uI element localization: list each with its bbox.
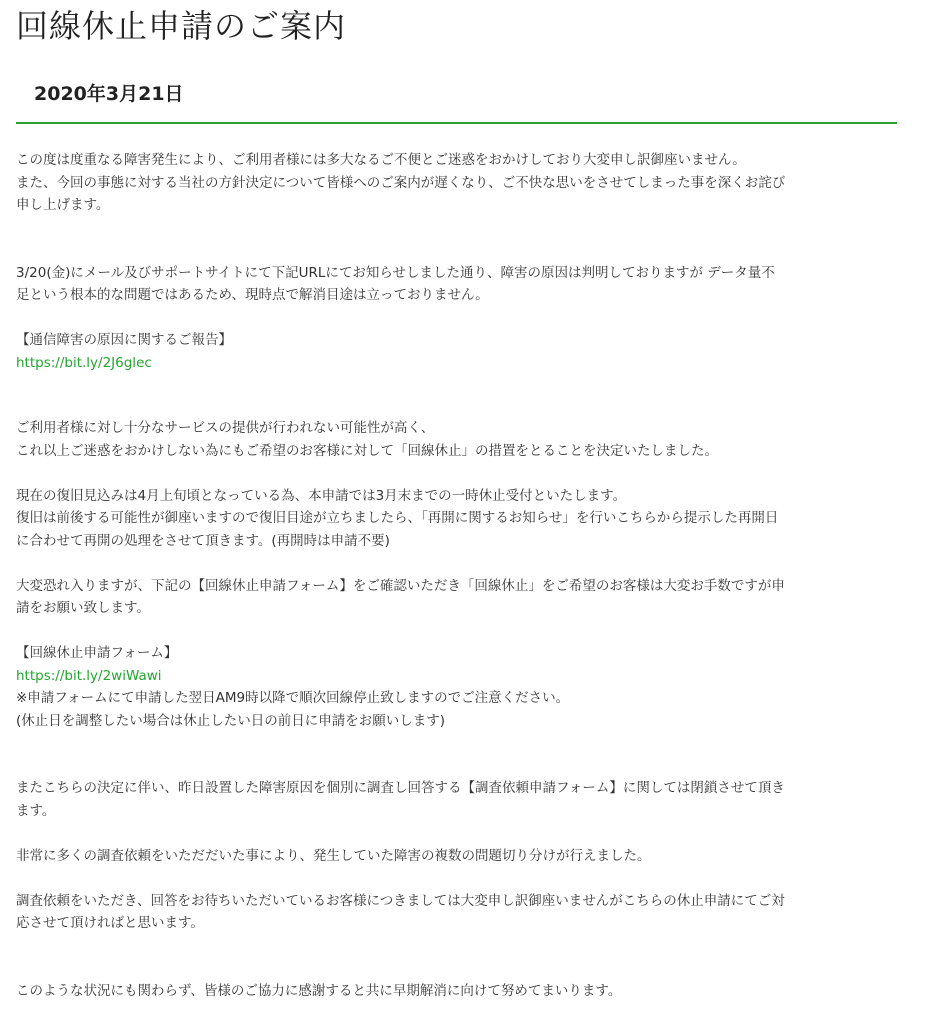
decision-line: これ以上ご迷惑をおかけしない為にもご希望のお客様に対して「回線休止」の措置をとることを決定いたしました。 [16, 442, 718, 459]
request-line: 請をお願い致します。 [16, 600, 150, 616]
status-line: 3/20(金)にメール及びサポートサイトにて下記URLにてお知らせしました通り、障害の原因は判明しておりますが データ量不 [16, 264, 775, 281]
spacer [16, 374, 898, 417]
request-line: 大変恐れ入りますが、下記の【回線休止申請フォーム】をご確認いただき「回線休止」をご希望のお客様は大変お手数ですが申 [16, 577, 785, 594]
closure-paragraph [16, 777, 898, 822]
form-note: (休止日を調整したい場合は休止したい日の前日に申請をお願いします) [16, 712, 446, 729]
spacer [16, 822, 898, 845]
form-section [16, 642, 898, 732]
spacer [16, 620, 898, 643]
closure-line: ます。 [16, 802, 56, 819]
report-section [16, 329, 898, 374]
form-link[interactable]: https://bit.ly/2wiWawi [16, 667, 162, 684]
apology-paragraph [16, 149, 898, 217]
report-link[interactable]: https://bit.ly/2J6glec [16, 354, 152, 371]
spacer [16, 462, 898, 485]
decision-paragraph [16, 417, 898, 462]
apology-line: 申し上げます。 [16, 197, 110, 213]
article-body [16, 149, 898, 1002]
header-divider [16, 122, 897, 124]
apology-line: この度は度重なる障害発生により、ご利用者様には多大なるご不便とご迷惑をおかけしており大変申し訳御座いません。 [16, 152, 746, 168]
status-line: 足という根本的な問題ではあるため、現時点で解消目途は立っておりません。 [16, 287, 489, 303]
recovery-line: 現在の復旧見込みは4月上旬頃となっている為、本申請では3月末までの一時休止受付といたします。 [16, 487, 627, 504]
closing-line: このような状況にも関わらず、皆様のご協力に感謝すると共に早期解消に向けて努めてまいります。 [16, 982, 622, 999]
investigation-line: 非常に多くの調査依頼をいただだいた事により、発生していた障害の複数の問題切り分けが行えました。 [16, 847, 651, 864]
spacer [16, 732, 898, 777]
request-paragraph [16, 575, 898, 620]
recovery-line: に合わせて再開の処理をさせて頂きます。(再開時は申請不要) [16, 532, 390, 549]
spacer [16, 867, 898, 890]
decision-line: ご利用者様に対し十分なサービスの提供が行われない可能性が高く、 [16, 420, 435, 436]
form-note: ※申請フォームにて申請した翌日AM9時以降で順次回線停止致しますのでご注意ください。 [16, 690, 570, 706]
form-label: 【回線休止申請フォーム】 [16, 645, 178, 661]
status-paragraph [16, 262, 898, 307]
spacer [16, 935, 898, 980]
apology-line: また、今回の事態に対する当社の方針決定について皆様へのご案内が遅くなり、ご不快な思いをさせてしまった事を深くお詫び [16, 174, 786, 191]
recovery-paragraph [16, 485, 898, 553]
spacer [16, 217, 898, 262]
recovery-line: 復旧は前後する可能性が御座いますので復旧目途が立ちましたら、「再開に関するお知らせ」を行いこちらから提示した再開日 [16, 510, 779, 526]
closure-line: またこちらの決定に伴い、昨日設置した障害原因を個別に調査し回答する【調査依頼申請フォーム】に関しては閉鎖させて頂き [16, 780, 785, 796]
spacer [16, 307, 898, 330]
spacer [16, 552, 898, 575]
pending-line: 応させて頂ければと思います。 [16, 915, 204, 931]
investigation-paragraph [16, 845, 898, 868]
pending-line: 調査依頼をいただき、回答をお待ちいただいているお客様につきましては大変申し訳御座いませんがこちらの休止申請にてご対 [16, 892, 785, 909]
page-title: 回線休止申請のご案内 [16, 7, 347, 45]
report-label: 【通信障害の原因に関するご報告】 [16, 332, 232, 348]
closing-paragraph [16, 980, 898, 1003]
pending-paragraph [16, 890, 898, 935]
post-date: 2020年3月21日 [34, 83, 184, 105]
